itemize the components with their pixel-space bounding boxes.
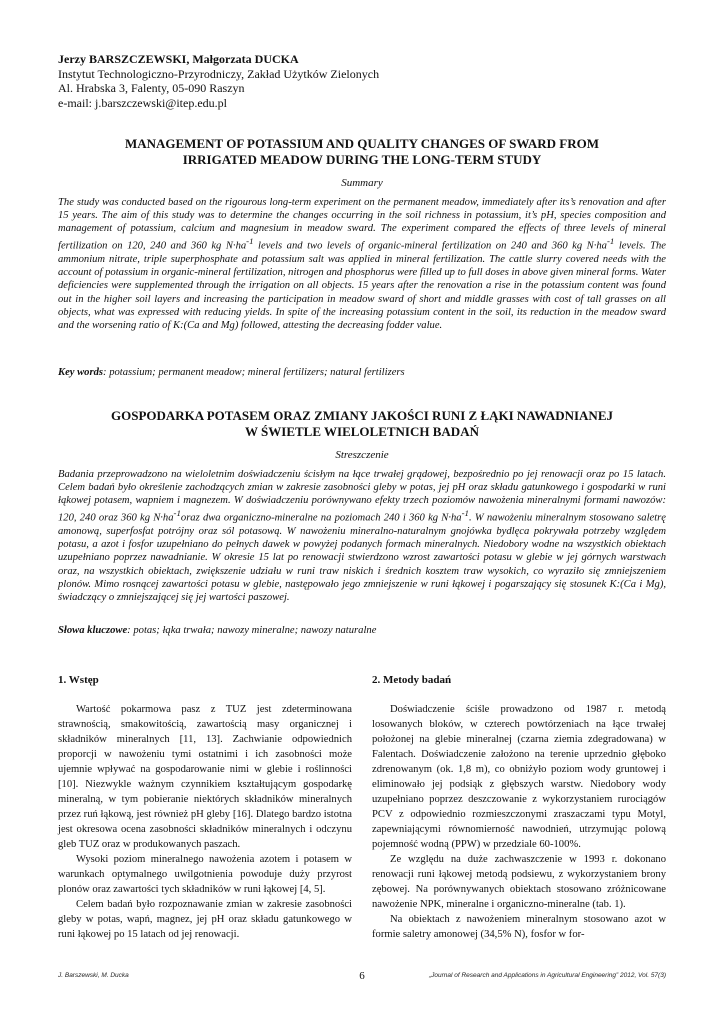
slowa-kluczowe-text: : potas; łąka trwała; nawozy mineralne; nawozy naturalne	[127, 625, 377, 636]
english-title-line1: MANAGEMENT OF POTASSIUM AND QUALITY CHANGES OF SWARD FROM	[124, 136, 600, 151]
address: Al. Hrabska 3, Falenty, 05-090 Raszyn	[58, 81, 245, 95]
polish-title	[40, 408, 684, 440]
summary-heading: Summary	[341, 177, 383, 189]
intro-paragraph-3: Celem badań było rozpoznawanie zmian w zakresie zasobności gleby w potas, wapń, magnez, jej pH oraz składu gatunkowego w runi łąkowej po 15 latach od jej renowacji.	[58, 899, 352, 940]
methods-column	[372, 702, 666, 942]
institute: Instytut Technologiczno-Przyrodniczy, Zakład Użytków Zielonych	[58, 66, 380, 81]
footer-journal: „Journal of Research and Applications in Agricultural Engineering” 2012, Vol. 57(3)	[428, 972, 666, 979]
keywords-label: Key words	[58, 367, 104, 378]
intro-heading: 1. Wstęp	[58, 674, 99, 686]
english-title	[40, 136, 684, 168]
slowa-kluczowe-label: Słowa kluczowe	[58, 625, 128, 636]
intro-column	[58, 702, 352, 942]
polish-title-line1: GOSPODARKA POTASEM ORAZ ZMIANY JAKOŚCI RUNI Z ŁĄKI NAWADNIANEJ	[111, 408, 613, 423]
polish-title-line2: W ŚWIETLE WIELOLETNICH BADAŃ	[245, 424, 479, 439]
page-number: 6	[359, 970, 365, 982]
english-title-line2: IRRIGATED MEADOW DURING THE LONG-TERM STUDY	[182, 152, 542, 167]
polish-abstract: Badania przeprowadzono na wieloletnim doświadczeniu ścisłym na łące trwałej grądowej, bezpośrednio po jej renowacji oraz po 15 latach. Celem badań było określenie zachodzących zmian w zakresie zasobności gleby w potas, jej pH oraz składu gatunkowego i gospodarki w runi łąkowej potasem, wapniem i magnezem. W doświadczeniu porównywano efekty trzech poziomów nawożenia mineralnymi formami nawozów: 120, 240 oraz 360 kg $N\cdot ha^{-1}oraz$ dwa organiczno-mineralne na poziomach 240 i 360 kg $N\cdot ha^{-1}$. W nawożeniu mineralnym stosowano saletrę amonową, superfosfat potrójny oraz sól potasową. W nawożeniu mineralno-naturalnym gnojówka bydlęca pokrywała potrzeby względem potasu, a azot i fosfor uzupełniano do pełnych dawek w powyżej podanych formach mineralnych. Niedobory wodne na wszystkich obiektach uzupełniano poprzez nawadnianie. W okresie 15 lat po renowacji stwierdzono wzrost zawartości potasu w glebie w jej górnych warstwach oraz, na wszystkich obiektach, zwiększenie udziału w runi traw niskich i średnich kosztem traw wysokich, co wyraziło się zmniejszeniem plonów. Mimo rosnącej zawartości potasu w glebie, następowało jego zmniejszenie w runi łąkowej i pogarszający się stosunek K:(Ca i Mg), świadczący o zmniejszającej się jej wartości paszowej.	[58, 469, 666, 603]
english-abstract: The study was conducted based on the rigourous long-term experiment on the permanent meadow, immediately after its’s renovation and after 15 years. The aim of this study was to determine the changes occurring in the soil richness in potassium, it’s pH, species composition and management of potassium, calcium and magnesium in meadow sward. The experiment compared the effects of three levels of mineral fertilization on 120, 240 and 360 kg $N\cdot ha^{-1}$ levels and two levels of organic-mineral fertilization on 240 and 360 kg $N\cdot ha^{-1}$ levels. The ammonium nitrate, triple superphosphate and potassium salt was applied in mineral fertilization. The cattle slurry covered needs with the account of potassium in organic-mineral fertilization, nitrogen and phosphorus were filled up to full doses in above given mineral forms. Water deficiencies were supplemented through the irrigation on all objects. 15 years after the renovation a rise in the potassium content was found out in the higher soil layers and increasing the participation in meadow sward of short and middle grasses with cost of tall grasses on all objects, what was expressed with reducing yields. In spite of the increasing potassium content in the soil, its reduction in the meadow sward and the worsening ratio of K:(Ca and Mg) followed, attesting the decreasing fodder value.	[58, 197, 667, 331]
english-keywords	[58, 367, 666, 378]
methods-paragraph-3: Na obiektach z nawożeniem mineralnym stosowano azot w formie saletry amonowej (34,5% N), fosfor w for-	[372, 914, 666, 940]
email: e-mail: j.barszczewski@itep.edu.pl	[58, 95, 227, 110]
methods-paragraph-1: Doświadczenie ściśle prowadzono od 1987 r. metodą losowanych bloków, w czterech powtórzeniach na łące trwałej położonej na glebie mineralnej (czarna ziemia zdegradowana) w Falentach. Doświadczenie założono na terenie uprzednio głęboko zdrenowanym (ok. 1,8 m), co obniżyło poziom wody gruntowej i eliminowało jej podsiąk z głębszych warstw. Niedobory wody uzupełniano poprzez deszczowanie z wykorzystaniem rurociągów PCV z odpowiednio rozmieszczonymi zraszaczami typu Motyl, zapewniającymi równomierność nawodnień, utrzymując polową pojemność wodną (PPW) w przedziale 60-100%.	[372, 704, 666, 850]
keywords-text: : potassium; permanent meadow; mineral fertilizers; natural fertilizers	[103, 367, 405, 378]
streszczenie-heading: Streszczenie	[335, 449, 389, 461]
polish-keywords	[58, 625, 666, 636]
intro-paragraph-2: Wysoki poziom mineralnego nawożenia azotem i potasem w warunkach optymalnego uwilgotnienia powoduje duży przyrost plonów oraz zawartości tych składników w runi łąkowej [4, 5].	[58, 854, 352, 895]
author-names: Jerzy BARSZCZEWSKI, Małgorzata DUCKA	[58, 52, 299, 66]
methods-heading: 2. Metody badań	[372, 674, 452, 686]
footer-authors: J. Barszewski, M. Ducka	[58, 972, 129, 979]
methods-paragraph-2: Ze względu na duże zachwaszczenie w 1993 r. dokonano renowacji runi łąkowej metodą podsiewu, z wykorzystaniem brony zębowej. Na porównywanych obiektach stosowano zróżnicowane nawożenie NPK, mineralne i organiczno-mineralne (tab. 1).	[372, 854, 666, 910]
author-block	[58, 52, 678, 110]
intro-paragraph-1: Wartość pokarmowa pasz z TUZ jest zdeterminowana strawnością, smakowitością, zawartością masy organicznej i składników mineralnych [11, 13]. Zachwianie odpowiednich proporcji w nawożeniu tymi ostatnimi i ich zasobności może ujemnie wpływać na gospodarowanie nimi w glebie i roślinności [10]. Niezwykle ważnym czynnikiem kształtującym gospodarkę mineralną, w tym pobieranie niektórych składników mineralnych przez ruń łąkową, jest również pH gleby [16]. Dlatego bardzo istotna jest okresowa ocena zasobności składników mineralnych i odczynu gleb TUZ oraz w produkowanych paszach.	[58, 704, 352, 850]
